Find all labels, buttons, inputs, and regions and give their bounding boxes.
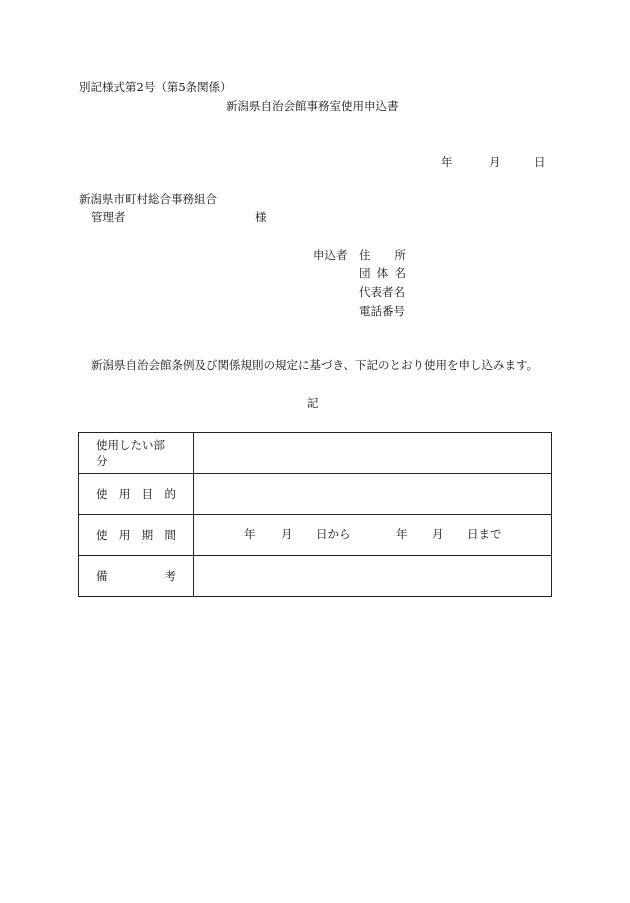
label-usage-period xyxy=(79,515,194,556)
date-year-label: 年 xyxy=(441,155,453,169)
address-char: 所 xyxy=(394,248,406,262)
period-from-day: 日から xyxy=(316,527,351,541)
table-row xyxy=(79,474,552,515)
purpose-char: 目 xyxy=(141,487,154,501)
group-char: 名 xyxy=(394,266,406,280)
applicant-group-label xyxy=(359,268,406,280)
period-from-year: 年 xyxy=(244,527,256,541)
table-row xyxy=(79,515,552,556)
period-fields xyxy=(194,515,551,555)
ki-heading: 記 xyxy=(307,396,319,410)
usage-table xyxy=(78,432,552,597)
date-day-label: 日 xyxy=(534,155,546,169)
applicant-address-label xyxy=(359,250,406,262)
value-remarks[interactable] xyxy=(194,556,552,597)
label-remarks xyxy=(79,556,194,597)
recipient-organization: 新潟県市町村総合事務組合 xyxy=(79,192,217,206)
recipient-role: 管理者 xyxy=(91,210,126,224)
value-usage-period[interactable] xyxy=(194,515,552,556)
purpose-char: 用 xyxy=(118,487,131,501)
label-usage-part xyxy=(79,433,194,474)
period-char: 用 xyxy=(118,528,131,542)
group-char: 体 xyxy=(376,266,389,280)
period-to-month: 月 xyxy=(432,527,444,541)
period-to-day: 日まで xyxy=(467,527,502,541)
date-month-label: 月 xyxy=(489,155,501,169)
period-char: 間 xyxy=(164,528,176,542)
application-statement: 新潟県自治会館条例及び関係規則の規定に基づき、下記のとおり使用を申し込みます。 xyxy=(91,358,539,372)
address-char: 住 xyxy=(359,248,371,262)
period-from-month: 月 xyxy=(281,527,293,541)
label-usage-purpose xyxy=(79,474,194,515)
table-row xyxy=(79,433,552,474)
value-usage-purpose[interactable] xyxy=(194,474,552,515)
form-reference: 別記様式第2号（第5条関係） xyxy=(79,80,232,94)
usage-part-label: 使用したい部分 xyxy=(96,438,165,468)
purpose-char: 使 xyxy=(96,487,108,501)
document-title: 新潟県自治会館事務室使用申込書 xyxy=(226,99,399,113)
period-char: 使 xyxy=(96,528,108,542)
recipient-honorific: 様 xyxy=(255,210,267,224)
purpose-char: 的 xyxy=(164,487,176,501)
period-to-year: 年 xyxy=(396,527,408,541)
applicant-label: 申込者 xyxy=(313,248,348,262)
remarks-char: 備 xyxy=(96,569,108,583)
remarks-char: 考 xyxy=(164,569,176,583)
group-char: 団 xyxy=(359,266,371,280)
table-row xyxy=(79,556,552,597)
applicant-phone-label: 電話番号 xyxy=(359,304,405,318)
value-usage-part[interactable] xyxy=(194,433,552,474)
applicant-representative-label: 代表者名 xyxy=(359,285,405,299)
period-char: 期 xyxy=(141,528,154,542)
